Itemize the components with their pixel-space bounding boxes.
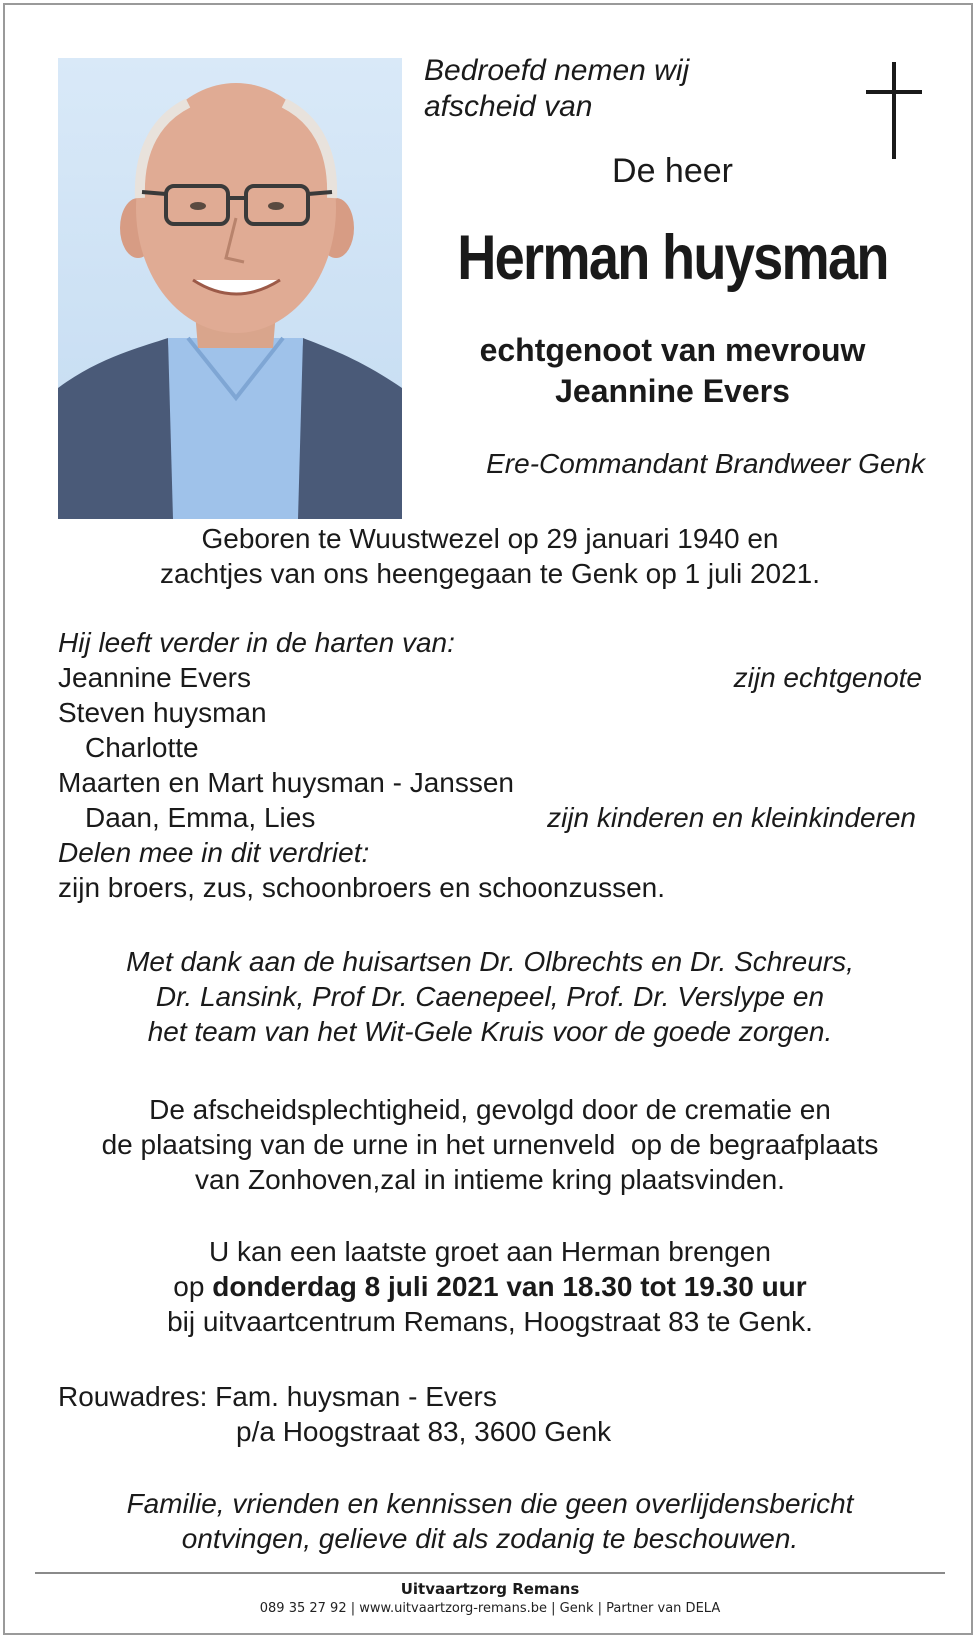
intro-text	[424, 53, 689, 125]
visitation-block	[58, 1234, 922, 1339]
intro-line-2: afscheid van	[424, 90, 593, 123]
portrait-illustration	[58, 58, 402, 519]
survivors-heading: Hij leeft verder in de harten van:	[58, 627, 455, 658]
spouse-relation: zijn echtgenote	[733, 662, 922, 693]
child-2: Maarten en Mart huysman - Janssen	[58, 767, 514, 798]
children-relation: zijn kinderen en kleinkinderen	[547, 802, 916, 833]
thanks-line-3: het team van het Wit-Gele Kruis voor de goede zorgen.	[147, 1016, 833, 1047]
ceremony-line-3: van Zonhoven,zal in intieme kring plaatsvinden.	[195, 1164, 785, 1195]
mourning-address-line-2: p/a Hoogstraat 83, 3600 Genk	[236, 1416, 612, 1447]
spouse-block	[420, 330, 925, 412]
visitation-line-1: U kan een laatste groet aan Herman brengen	[209, 1236, 771, 1267]
thanks-block	[58, 944, 922, 1049]
footer-divider	[35, 1572, 945, 1574]
deceased-name: Herman huysman	[457, 223, 888, 293]
share-heading: Delen mee in dit verdriet:	[58, 837, 370, 868]
grandchild-1: Charlotte	[85, 732, 199, 763]
footer-contact-info: 089 35 27 92 | www.uitvaartzorg-remans.be | Genk | Partner van DELA	[259, 1601, 721, 1616]
visitation-prefix: op	[173, 1271, 213, 1302]
birth-line-1: Geboren te Wuustwezel op 29 januari 1940 en	[201, 523, 779, 554]
mourning-address-line-1: Rouwadres: Fam. huysman - Evers	[58, 1381, 497, 1412]
salutation: De heer	[612, 152, 733, 190]
visitation-line-3: bij uitvaartcentrum Remans, Hoogstraat 83 te Genk.	[167, 1306, 813, 1337]
siblings-line: zijn broers, zus, schoonbroers en schoonzussen.	[58, 872, 665, 903]
cross-icon	[866, 62, 922, 159]
grandchildren-2: Daan, Emma, Lies	[85, 802, 316, 833]
spouse-line-1: echtgenoot van mevrouw	[479, 332, 866, 368]
portrait-photo	[58, 58, 402, 519]
survivors-block	[58, 625, 922, 905]
spouse-name: Jeannine Evers	[58, 662, 252, 693]
mourning-address	[58, 1379, 611, 1449]
ceremony-line-1: De afscheidsplechtigheid, gevolgd door de crematie en	[149, 1094, 831, 1125]
footer-company: Uitvaartzorg Remans	[400, 1580, 580, 1598]
visitation-datetime: donderdag 8 juli 2021 van 18.30 tot 19.30 uur	[212, 1271, 807, 1302]
honorary-title: Ere-Commandant Brandweer Genk	[486, 448, 925, 479]
birth-block	[58, 521, 922, 591]
ceremony-line-2: de plaatsing van de urne in het urnenveld op de begraafplaats	[101, 1129, 879, 1160]
birth-line-2: zachtjes van ons heengegaan te Genk op 1 juli 2021.	[159, 558, 821, 589]
closing-line-2: ontvingen, gelieve dit als zodanig te beschouwen.	[181, 1523, 799, 1554]
closing-note	[58, 1486, 922, 1556]
thanks-line-1: Met dank aan de huisartsen Dr. Olbrechts en Dr. Schreurs,	[126, 946, 854, 977]
child-1: Steven huysman	[58, 697, 267, 728]
visitation-line-2	[58, 1269, 922, 1304]
intro-line-1: Bedroefd nemen wij	[424, 54, 690, 87]
ceremony-block	[58, 1092, 922, 1197]
closing-line-1: Familie, vrienden en kennissen die geen overlijdensbericht	[126, 1488, 854, 1519]
spouse-line-2: Jeannine Evers	[555, 373, 790, 409]
thanks-line-2: Dr. Lansink, Prof Dr. Caenepeel, Prof. Dr. Verslype en	[155, 981, 825, 1012]
